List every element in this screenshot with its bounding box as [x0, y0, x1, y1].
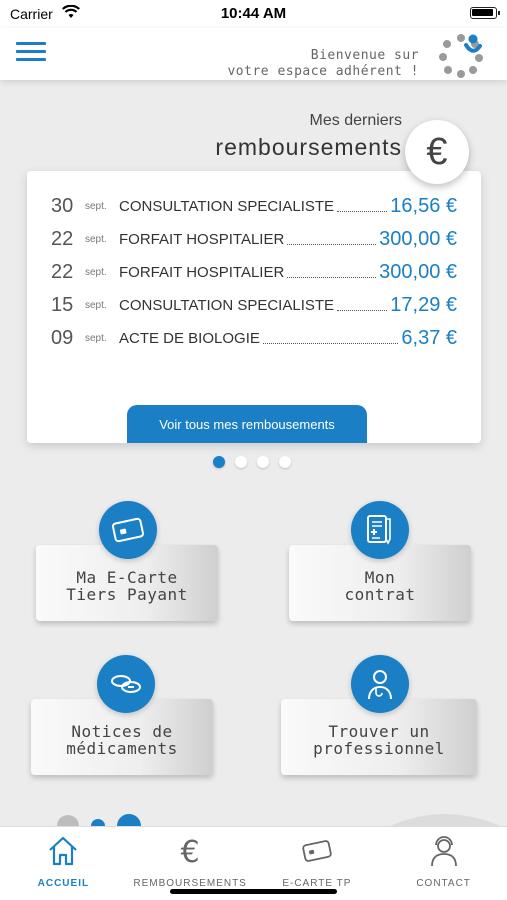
- refund-amount: 16,56 €: [390, 194, 457, 217]
- tile-label-line1: Notices de: [71, 722, 173, 741]
- next-section-icons: [50, 814, 146, 826]
- refund-month: sept.: [85, 299, 107, 311]
- welcome-line-2: votre espace adhérent !: [227, 64, 419, 79]
- euro-icon: [173, 835, 207, 867]
- tile-label-line2: Tiers Payant: [66, 585, 188, 604]
- tab-label: ACCUEIL: [37, 878, 90, 889]
- refund-row[interactable]: [51, 256, 457, 288]
- refund-month: sept.: [85, 233, 107, 245]
- leader-dots: [337, 299, 387, 311]
- refund-amount: 17,29 €: [390, 293, 457, 316]
- refund-label: ACTE DE BIOLOGIE: [119, 329, 260, 347]
- refund-row[interactable]: [51, 190, 457, 222]
- battery-icon: [470, 7, 497, 19]
- refund-label: CONSULTATION SPECIALISTE: [119, 296, 335, 314]
- welcome-text: [227, 48, 419, 80]
- tile-label-line2: contrat: [344, 585, 416, 604]
- refund-label: FORFAIT HOSPITALIER: [119, 230, 285, 248]
- clock: 10:44 AM: [220, 5, 287, 22]
- tile-label-line2: professionnel: [313, 739, 445, 758]
- refund-day: 22: [51, 260, 74, 283]
- refund-label: CONSULTATION SPECIALISTE: [119, 197, 335, 215]
- refunds-heading: [215, 112, 402, 161]
- status-bar: [0, 0, 507, 28]
- welcome-line-1: Bienvenue sur: [310, 48, 419, 63]
- refund-day: 09: [51, 326, 74, 349]
- euro-icon: €: [405, 120, 469, 184]
- refund-month: sept.: [85, 200, 107, 212]
- refund-amount: 300,00 €: [379, 260, 457, 283]
- carousel-dot[interactable]: [279, 456, 291, 468]
- svg-text:€: €: [180, 835, 200, 867]
- tab-label: REMBOURSEMENTS: [133, 878, 247, 889]
- refund-label: FORFAIT HOSPITALIER: [119, 263, 285, 281]
- leader-dots: [287, 233, 376, 245]
- doctor-icon: [351, 655, 409, 713]
- refund-amount: 6,37 €: [401, 326, 457, 349]
- refund-amount: 300,00 €: [379, 227, 457, 250]
- see-all-refunds-button[interactable]: Voir tous mes rembousements: [127, 405, 367, 443]
- tab-label: CONTACT: [416, 878, 471, 889]
- refund-day: 15: [51, 293, 74, 316]
- refund-row[interactable]: [51, 223, 457, 255]
- carousel-dot[interactable]: [235, 456, 247, 468]
- tab-accueil[interactable]: [0, 827, 127, 900]
- tile-label-line1: Trouver un: [328, 722, 430, 741]
- card-icon: [300, 835, 334, 867]
- refunds-card: [27, 171, 481, 443]
- contract-icon: [351, 501, 409, 559]
- tab-label: E-CARTE TP: [282, 878, 352, 889]
- home-indicator: [170, 889, 337, 894]
- tile-label-line1: Ma E-Carte: [76, 568, 178, 587]
- pills-icon: [97, 655, 155, 713]
- refunds-title: remboursements: [215, 134, 402, 160]
- contact-icon: [427, 835, 461, 867]
- tile-label-line1: Mon: [364, 568, 396, 587]
- carousel-dot[interactable]: [257, 456, 269, 468]
- refund-day: 22: [51, 227, 74, 250]
- card-icon: [99, 501, 157, 559]
- refund-month: sept.: [85, 332, 107, 344]
- carousel-pagination: [213, 456, 291, 468]
- refund-month: sept.: [85, 266, 107, 278]
- leader-dots: [337, 200, 387, 212]
- floating-action-shadow: [390, 812, 500, 826]
- refund-day: 30: [51, 194, 74, 217]
- tab-contact[interactable]: [380, 827, 507, 900]
- brand-logo-icon: [435, 32, 487, 78]
- refunds-subtitle: Mes derniers: [309, 112, 402, 129]
- carrier-label: Carrier: [10, 6, 53, 22]
- menu-icon[interactable]: [16, 42, 46, 64]
- tile-label-line2: médicaments: [66, 739, 178, 758]
- refund-row[interactable]: [51, 322, 457, 354]
- top-bar: [0, 28, 507, 80]
- leader-dots: [263, 332, 399, 344]
- tab-bar: [0, 826, 507, 900]
- carousel-dot[interactable]: [213, 456, 225, 468]
- home-icon: [46, 835, 80, 867]
- leader-dots: [287, 266, 376, 278]
- refund-row[interactable]: [51, 289, 457, 321]
